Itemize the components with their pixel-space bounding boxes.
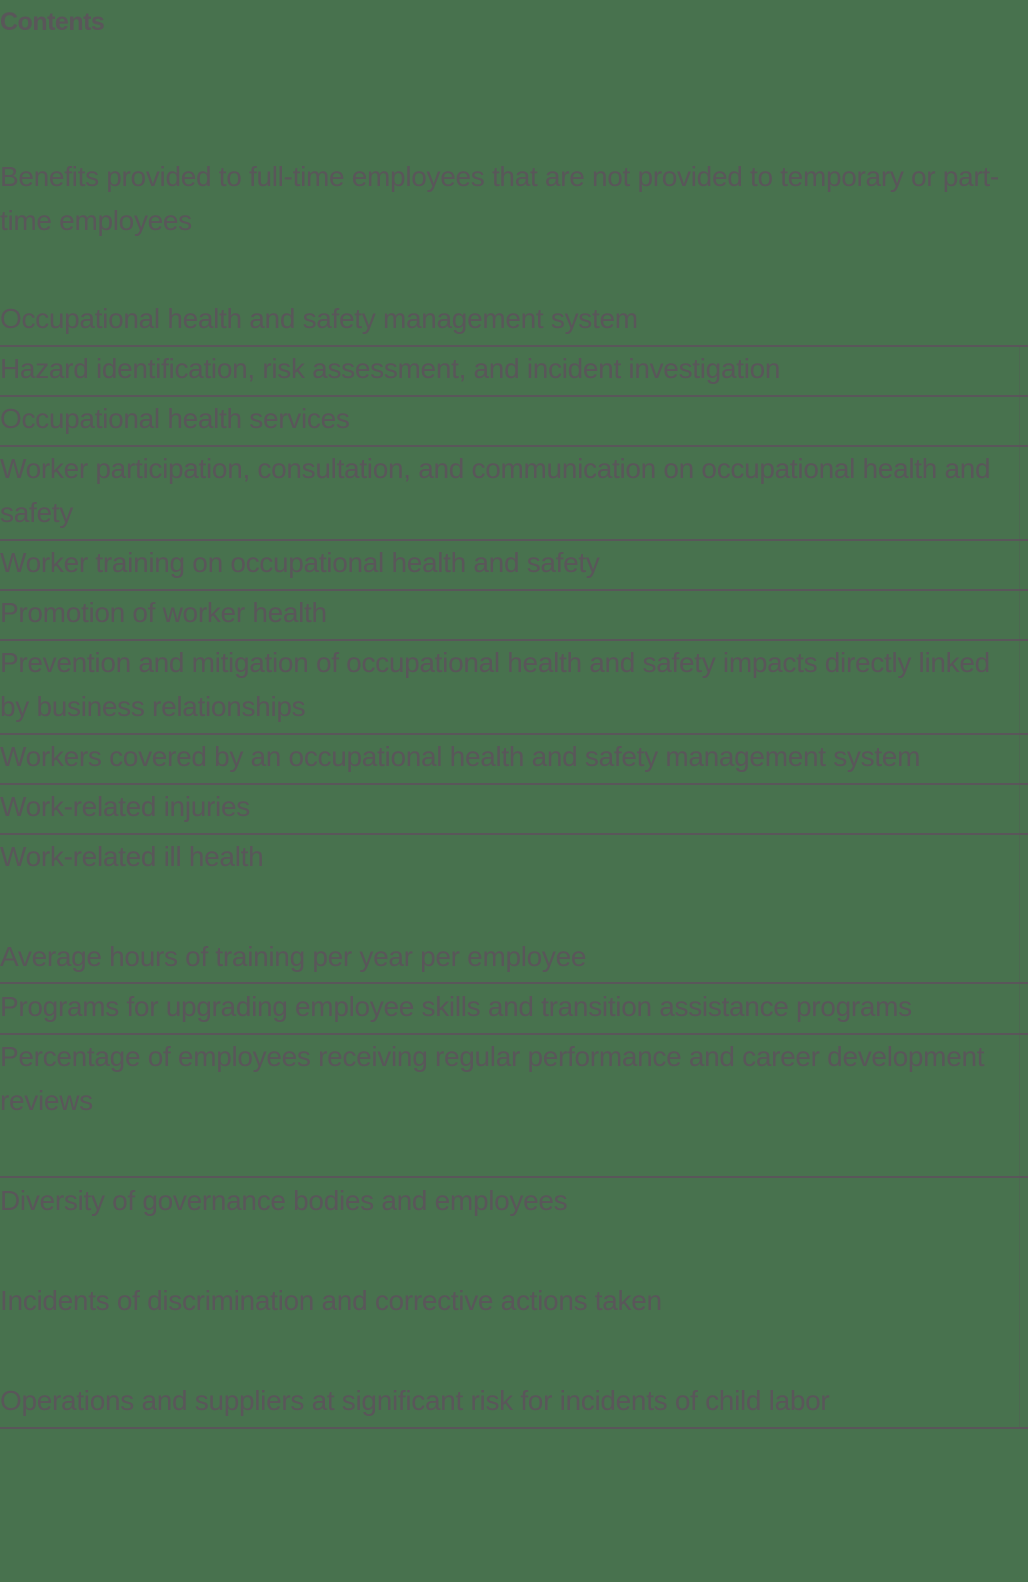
contents-item-prevention-mitigation[interactable]: Prevention and mitigation of occupational health and safety impacts directly linked by business relationships — [0, 647, 990, 722]
contents-item-worker-participation[interactable]: Worker participation, consultation, and communication on occupational health and safety — [0, 453, 991, 528]
contents-heading: Contents — [0, 8, 105, 36]
contents-item-child-labor[interactable]: Operations and suppliers at significant risk for incidents of child labor — [0, 1385, 830, 1416]
divider-line — [0, 1033, 1028, 1035]
divider-line — [0, 589, 1028, 591]
contents-item-workers-covered[interactable]: Workers covered by an occupational health and safety management system — [0, 741, 921, 772]
contents-item-occupational-health-services[interactable]: Occupational health services — [0, 403, 350, 434]
contents-item-worker-training[interactable]: Worker training on occupational health and safety — [0, 547, 600, 578]
right-border — [1019, 346, 1020, 1428]
contents-item-work-related-ill-health[interactable]: Work-related ill health — [0, 841, 264, 872]
contents-item-upgrading-skills-programs[interactable]: Programs for upgrading employee skills and transition assistance programs — [0, 991, 912, 1022]
contents-item-work-related-injuries[interactable]: Work-related injuries — [0, 791, 250, 822]
divider-line — [0, 395, 1028, 397]
divider-line — [0, 1427, 1028, 1429]
divider-line — [0, 1176, 1028, 1178]
contents-item-performance-reviews[interactable]: Percentage of employees receiving regular performance and career development reviews — [0, 1041, 985, 1116]
divider-line — [0, 639, 1028, 641]
contents-item-ohs-management-system[interactable]: Occupational health and safety management system — [0, 303, 638, 334]
contents-item-benefits[interactable]: Benefits provided to full-time employees that are not provided to temporary or part-time employees — [0, 161, 999, 236]
divider-line — [0, 345, 1028, 347]
divider-line — [0, 733, 1028, 735]
contents-item-promotion-worker-health[interactable]: Promotion of worker health — [0, 597, 327, 628]
contents-item-discrimination[interactable]: Incidents of discrimination and corrective actions taken — [0, 1285, 662, 1316]
contents-item-diversity[interactable]: Diversity of governance bodies and employees — [0, 1185, 568, 1216]
contents-item-average-training-hours[interactable]: Average hours of training per year per employee — [0, 941, 587, 972]
divider-line — [0, 539, 1028, 541]
divider-line — [0, 783, 1028, 785]
divider-line — [0, 833, 1028, 835]
contents-item-hazard-identification[interactable]: Hazard identification, risk assessment, and incident investigation — [0, 353, 781, 384]
divider-line — [0, 982, 1028, 984]
divider-line — [0, 445, 1028, 447]
